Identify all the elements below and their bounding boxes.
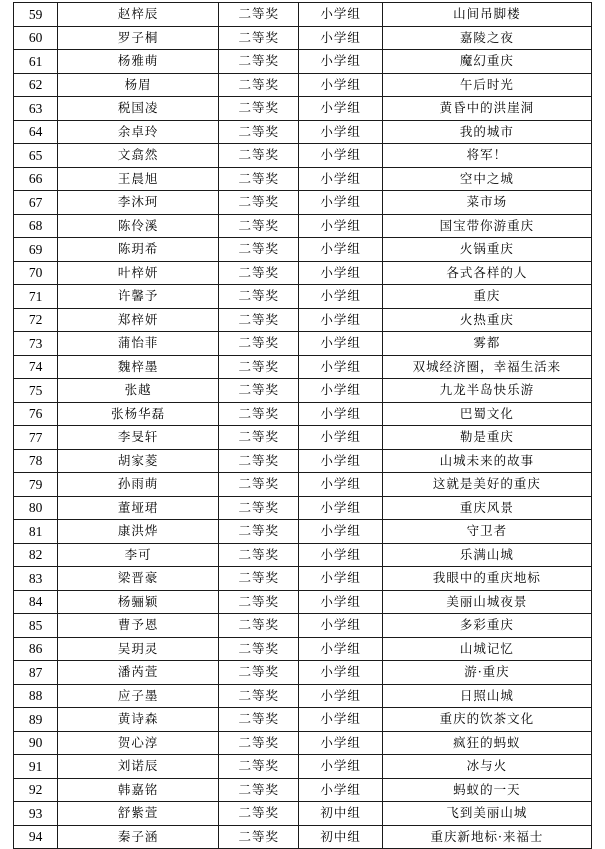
cell-row-number: 71 xyxy=(14,285,58,309)
cell-group: 小学组 xyxy=(299,238,382,262)
cell-work-title: 巴蜀文化 xyxy=(382,402,591,426)
cell-work-title: 各式各样的人 xyxy=(382,261,591,285)
cell-row-number: 69 xyxy=(14,238,58,262)
cell-row-number: 78 xyxy=(14,449,58,473)
cell-work-title: 游·重庆 xyxy=(382,661,591,685)
cell-winner-name: 舒紫萱 xyxy=(58,802,219,826)
cell-winner-name: 刘诺辰 xyxy=(58,755,219,779)
cell-group: 小学组 xyxy=(299,144,382,168)
cell-winner-name: 郑梓妍 xyxy=(58,308,219,332)
cell-group: 小学组 xyxy=(299,167,382,191)
table-row xyxy=(14,144,592,168)
cell-work-title: 日照山城 xyxy=(382,684,591,708)
cell-work-title: 魔幻重庆 xyxy=(382,50,591,74)
table-row xyxy=(14,708,592,732)
cell-winner-name: 魏梓墨 xyxy=(58,355,219,379)
cell-award-level: 二等奖 xyxy=(219,731,299,755)
cell-work-title: 美丽山城夜景 xyxy=(382,590,591,614)
cell-row-number: 70 xyxy=(14,261,58,285)
cell-work-title: 空中之城 xyxy=(382,167,591,191)
table-row xyxy=(14,755,592,779)
cell-work-title: 这就是美好的重庆 xyxy=(382,473,591,497)
table-row xyxy=(14,661,592,685)
cell-winner-name: 贺心淳 xyxy=(58,731,219,755)
cell-group: 小学组 xyxy=(299,543,382,567)
cell-work-title: 火锅重庆 xyxy=(382,238,591,262)
cell-row-number: 63 xyxy=(14,97,58,121)
cell-award-level: 二等奖 xyxy=(219,73,299,97)
cell-work-title: 国宝带你游重庆 xyxy=(382,214,591,238)
cell-work-title: 重庆的饮茶文化 xyxy=(382,708,591,732)
cell-row-number: 64 xyxy=(14,120,58,144)
table-row xyxy=(14,473,592,497)
cell-winner-name: 李沐珂 xyxy=(58,191,219,215)
cell-group: 小学组 xyxy=(299,285,382,309)
cell-group: 小学组 xyxy=(299,332,382,356)
cell-group: 小学组 xyxy=(299,120,382,144)
cell-group: 初中组 xyxy=(299,825,382,849)
cell-winner-name: 应子墨 xyxy=(58,684,219,708)
cell-row-number: 65 xyxy=(14,144,58,168)
cell-award-level: 二等奖 xyxy=(219,332,299,356)
cell-award-level: 二等奖 xyxy=(219,637,299,661)
cell-award-level: 二等奖 xyxy=(219,402,299,426)
cell-winner-name: 黄诗森 xyxy=(58,708,219,732)
cell-row-number: 89 xyxy=(14,708,58,732)
cell-winner-name: 李旻轩 xyxy=(58,426,219,450)
cell-winner-name: 董垭珺 xyxy=(58,496,219,520)
cell-work-title: 我的城市 xyxy=(382,120,591,144)
cell-group: 小学组 xyxy=(299,97,382,121)
table-row xyxy=(14,285,592,309)
cell-group: 小学组 xyxy=(299,50,382,74)
cell-work-title: 雾都 xyxy=(382,332,591,356)
cell-row-number: 73 xyxy=(14,332,58,356)
cell-row-number: 84 xyxy=(14,590,58,614)
cell-award-level: 二等奖 xyxy=(219,285,299,309)
cell-group: 小学组 xyxy=(299,449,382,473)
cell-row-number: 61 xyxy=(14,50,58,74)
cell-row-number: 93 xyxy=(14,802,58,826)
table-row xyxy=(14,426,592,450)
cell-row-number: 67 xyxy=(14,191,58,215)
cell-row-number: 80 xyxy=(14,496,58,520)
cell-award-level: 二等奖 xyxy=(219,708,299,732)
award-table-body xyxy=(14,3,592,849)
table-row xyxy=(14,402,592,426)
cell-group: 初中组 xyxy=(299,802,382,826)
table-row xyxy=(14,778,592,802)
cell-winner-name: 张杨华磊 xyxy=(58,402,219,426)
cell-work-title: 嘉陵之夜 xyxy=(382,26,591,50)
table-row xyxy=(14,261,592,285)
cell-group: 小学组 xyxy=(299,73,382,97)
award-list-table xyxy=(13,2,592,849)
cell-group: 小学组 xyxy=(299,402,382,426)
cell-award-level: 二等奖 xyxy=(219,426,299,450)
cell-award-level: 二等奖 xyxy=(219,50,299,74)
table-row xyxy=(14,3,592,27)
cell-award-level: 二等奖 xyxy=(219,97,299,121)
cell-award-level: 二等奖 xyxy=(219,520,299,544)
cell-work-title: 勒是重庆 xyxy=(382,426,591,450)
cell-winner-name: 杨雅萌 xyxy=(58,50,219,74)
cell-work-title: 双城经济圈，幸福生活来 xyxy=(382,355,591,379)
cell-row-number: 77 xyxy=(14,426,58,450)
cell-row-number: 90 xyxy=(14,731,58,755)
cell-award-level: 二等奖 xyxy=(219,449,299,473)
cell-group: 小学组 xyxy=(299,661,382,685)
table-row xyxy=(14,449,592,473)
cell-group: 小学组 xyxy=(299,473,382,497)
cell-award-level: 二等奖 xyxy=(219,214,299,238)
cell-work-title: 飞到美丽山城 xyxy=(382,802,591,826)
cell-group: 小学组 xyxy=(299,214,382,238)
cell-group: 小学组 xyxy=(299,731,382,755)
cell-winner-name: 许馨予 xyxy=(58,285,219,309)
cell-winner-name: 梁晋豪 xyxy=(58,567,219,591)
cell-work-title: 黄昏中的洪崖洞 xyxy=(382,97,591,121)
cell-award-level: 二等奖 xyxy=(219,191,299,215)
table-row xyxy=(14,731,592,755)
cell-row-number: 88 xyxy=(14,684,58,708)
cell-award-level: 二等奖 xyxy=(219,144,299,168)
cell-row-number: 86 xyxy=(14,637,58,661)
cell-award-level: 二等奖 xyxy=(219,120,299,144)
cell-award-level: 二等奖 xyxy=(219,167,299,191)
cell-award-level: 二等奖 xyxy=(219,3,299,27)
cell-row-number: 62 xyxy=(14,73,58,97)
table-row xyxy=(14,26,592,50)
table-row xyxy=(14,590,592,614)
cell-row-number: 76 xyxy=(14,402,58,426)
cell-work-title: 火热重庆 xyxy=(382,308,591,332)
cell-winner-name: 陈伶溪 xyxy=(58,214,219,238)
cell-work-title: 午后时光 xyxy=(382,73,591,97)
table-row xyxy=(14,214,592,238)
cell-row-number: 82 xyxy=(14,543,58,567)
cell-winner-name: 韩嘉铭 xyxy=(58,778,219,802)
cell-group: 小学组 xyxy=(299,26,382,50)
cell-work-title: 蚂蚁的一天 xyxy=(382,778,591,802)
table-row xyxy=(14,120,592,144)
table-row xyxy=(14,614,592,638)
cell-award-level: 二等奖 xyxy=(219,614,299,638)
cell-row-number: 92 xyxy=(14,778,58,802)
cell-row-number: 72 xyxy=(14,308,58,332)
cell-award-level: 二等奖 xyxy=(219,755,299,779)
cell-group: 小学组 xyxy=(299,426,382,450)
cell-winner-name: 税国凌 xyxy=(58,97,219,121)
cell-group: 小学组 xyxy=(299,191,382,215)
cell-work-title: 九龙半岛快乐游 xyxy=(382,379,591,403)
cell-group: 小学组 xyxy=(299,3,382,27)
cell-group: 小学组 xyxy=(299,496,382,520)
cell-group: 小学组 xyxy=(299,755,382,779)
cell-work-title: 山间吊脚楼 xyxy=(382,3,591,27)
cell-winner-name: 文翕然 xyxy=(58,144,219,168)
cell-award-level: 二等奖 xyxy=(219,355,299,379)
cell-row-number: 66 xyxy=(14,167,58,191)
table-row xyxy=(14,238,592,262)
cell-winner-name: 陈玥希 xyxy=(58,238,219,262)
cell-award-level: 二等奖 xyxy=(219,543,299,567)
cell-group: 小学组 xyxy=(299,520,382,544)
cell-award-level: 二等奖 xyxy=(219,496,299,520)
cell-row-number: 74 xyxy=(14,355,58,379)
cell-row-number: 68 xyxy=(14,214,58,238)
table-row xyxy=(14,167,592,191)
cell-work-title: 将军！ xyxy=(382,144,591,168)
cell-winner-name: 潘芮萱 xyxy=(58,661,219,685)
cell-row-number: 60 xyxy=(14,26,58,50)
table-row xyxy=(14,802,592,826)
cell-award-level: 二等奖 xyxy=(219,825,299,849)
cell-group: 小学组 xyxy=(299,684,382,708)
cell-winner-name: 王晨旭 xyxy=(58,167,219,191)
cell-award-level: 二等奖 xyxy=(219,261,299,285)
table-row xyxy=(14,97,592,121)
table-row xyxy=(14,637,592,661)
cell-work-title: 我眼中的重庆地标 xyxy=(382,567,591,591)
cell-award-level: 二等奖 xyxy=(219,567,299,591)
table-row xyxy=(14,825,592,849)
cell-winner-name: 杨眉 xyxy=(58,73,219,97)
table-row xyxy=(14,567,592,591)
cell-winner-name: 叶梓妍 xyxy=(58,261,219,285)
table-row xyxy=(14,496,592,520)
cell-winner-name: 李可 xyxy=(58,543,219,567)
cell-award-level: 二等奖 xyxy=(219,473,299,497)
table-row xyxy=(14,191,592,215)
cell-award-level: 二等奖 xyxy=(219,26,299,50)
cell-row-number: 59 xyxy=(14,3,58,27)
cell-winner-name: 张越 xyxy=(58,379,219,403)
cell-row-number: 75 xyxy=(14,379,58,403)
cell-winner-name: 赵梓辰 xyxy=(58,3,219,27)
cell-group: 小学组 xyxy=(299,637,382,661)
cell-work-title: 重庆风景 xyxy=(382,496,591,520)
cell-work-title: 守卫者 xyxy=(382,520,591,544)
cell-award-level: 二等奖 xyxy=(219,308,299,332)
cell-work-title: 山城记忆 xyxy=(382,637,591,661)
cell-award-level: 二等奖 xyxy=(219,238,299,262)
cell-work-title: 重庆 xyxy=(382,285,591,309)
cell-group: 小学组 xyxy=(299,308,382,332)
table-row xyxy=(14,73,592,97)
cell-work-title: 多彩重庆 xyxy=(382,614,591,638)
table-row xyxy=(14,332,592,356)
cell-work-title: 重庆新地标·来福士 xyxy=(382,825,591,849)
cell-award-level: 二等奖 xyxy=(219,778,299,802)
cell-winner-name: 余卓玲 xyxy=(58,120,219,144)
cell-winner-name: 蒲怡菲 xyxy=(58,332,219,356)
cell-group: 小学组 xyxy=(299,261,382,285)
cell-row-number: 94 xyxy=(14,825,58,849)
table-row xyxy=(14,543,592,567)
table-row xyxy=(14,355,592,379)
cell-group: 小学组 xyxy=(299,778,382,802)
cell-group: 小学组 xyxy=(299,379,382,403)
cell-group: 小学组 xyxy=(299,708,382,732)
cell-group: 小学组 xyxy=(299,590,382,614)
cell-award-level: 二等奖 xyxy=(219,590,299,614)
cell-work-title: 山城未来的故事 xyxy=(382,449,591,473)
cell-award-level: 二等奖 xyxy=(219,684,299,708)
cell-group: 小学组 xyxy=(299,614,382,638)
table-row xyxy=(14,520,592,544)
cell-winner-name: 曹予恩 xyxy=(58,614,219,638)
cell-winner-name: 秦子涵 xyxy=(58,825,219,849)
cell-winner-name: 胡家菱 xyxy=(58,449,219,473)
table-row xyxy=(14,379,592,403)
cell-award-level: 二等奖 xyxy=(219,379,299,403)
cell-row-number: 83 xyxy=(14,567,58,591)
cell-row-number: 87 xyxy=(14,661,58,685)
cell-award-level: 二等奖 xyxy=(219,802,299,826)
cell-winner-name: 孙雨萌 xyxy=(58,473,219,497)
cell-work-title: 菜市场 xyxy=(382,191,591,215)
cell-work-title: 冰与火 xyxy=(382,755,591,779)
table-row xyxy=(14,684,592,708)
cell-group: 小学组 xyxy=(299,567,382,591)
cell-row-number: 91 xyxy=(14,755,58,779)
cell-row-number: 81 xyxy=(14,520,58,544)
table-row xyxy=(14,50,592,74)
cell-winner-name: 杨骊颖 xyxy=(58,590,219,614)
table-row xyxy=(14,308,592,332)
cell-row-number: 79 xyxy=(14,473,58,497)
cell-award-level: 二等奖 xyxy=(219,661,299,685)
cell-winner-name: 罗子桐 xyxy=(58,26,219,50)
cell-winner-name: 吴玥灵 xyxy=(58,637,219,661)
cell-row-number: 85 xyxy=(14,614,58,638)
cell-group: 小学组 xyxy=(299,355,382,379)
cell-work-title: 疯狂的蚂蚁 xyxy=(382,731,591,755)
cell-work-title: 乐满山城 xyxy=(382,543,591,567)
cell-winner-name: 康洪烨 xyxy=(58,520,219,544)
